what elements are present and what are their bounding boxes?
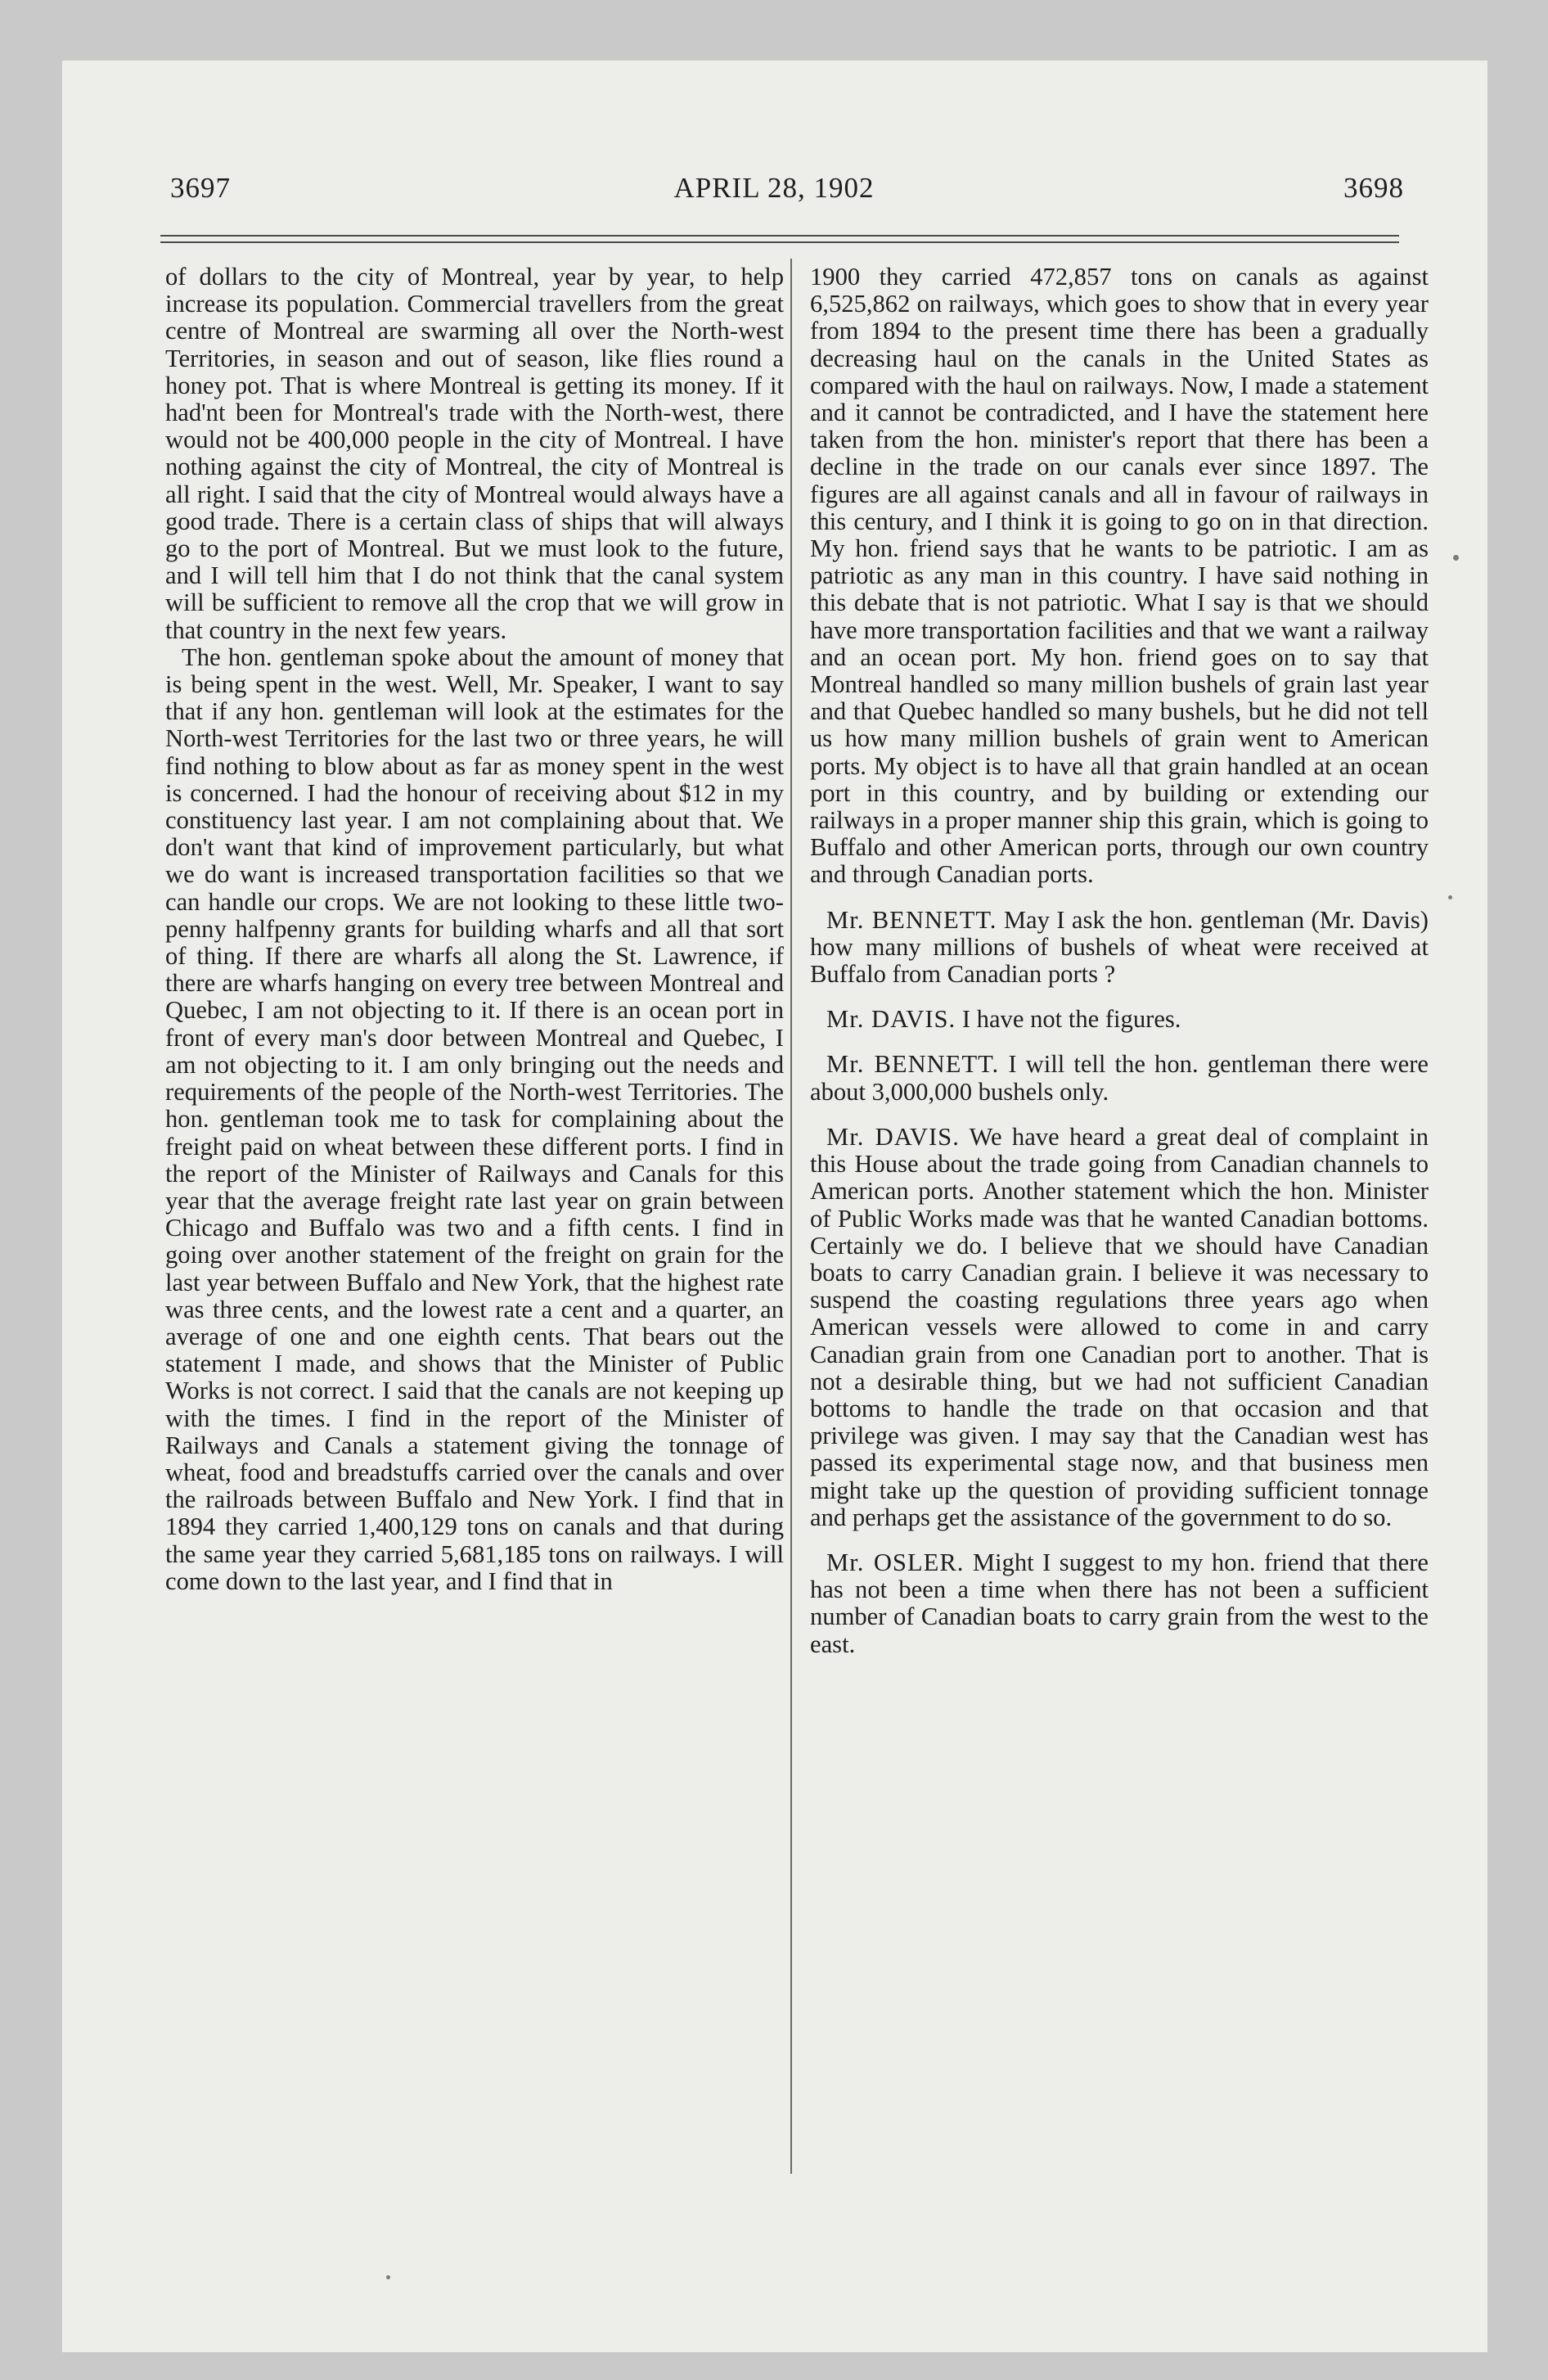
speaker-name: Mr. BENNETT. bbox=[826, 905, 997, 934]
right-page-number: 3698 bbox=[1343, 172, 1404, 204]
right-column bbox=[810, 264, 1429, 1658]
speech bbox=[810, 1124, 1429, 1531]
speech-text: We have heard a great deal of complaint in this House about the trade going from Canadian channels to American ports. Another statement which the hon. Minister of Public Works made was that he wanted Canadian bottoms. Certainly we do. I believe that we should have Canadian boats to carry Canadian grain. I believe it was necessary to suspend the coasting regulations three years ago when American vessels were allowed to come in and carry Canadian grain from one Canadian port to another. That is not a desirable thing, but we had not sufficient Canadian bottoms to handle the trade on that occasion and that privilege was given. I may say that the Canadian west has passed its experimental stage now, and that business men might take up the question of providing sufficient tonnage and perhaps get the assistance of the government to do so. bbox=[810, 1122, 1429, 1531]
header-rule-bottom bbox=[160, 241, 1399, 243]
speaker-name: Mr. DAVIS. bbox=[826, 1122, 960, 1151]
speaker-name: Mr. BENNETT. bbox=[826, 1050, 1000, 1079]
speech bbox=[810, 1051, 1429, 1105]
speech-text: May I ask the hon. gentleman (Mr. Davis) how many millions of bushels of wheat were received at Buffalo from Canadian ports ? bbox=[810, 905, 1429, 989]
ink-speck bbox=[386, 2275, 390, 2279]
ink-speck bbox=[1448, 895, 1452, 899]
speaker-name: Mr. OSLER. bbox=[826, 1548, 965, 1576]
left-page-number: 3697 bbox=[170, 172, 231, 204]
paragraph: of dollars to the city of Montreal, year by year, to help increase its population. Commercial travellers from the great centre of Montreal are swarming all over the North-west Territories, in season and out of season, like flies round a honey pot. That is where Montreal is getting its money. If it had'nt been for Montreal's trade with the North-west, there would not be 400,000 people in the city of Montreal. I have nothing against the city of Montreal, the city of Montreal is all right. I said that the city of Montreal would always have a good trade. There is a certain class of ships that will always go to the port of Montreal. But we must look to the future, and I will tell him that I do not think that the canal system will be sufficient to remove all the crop that we will grow in that country in the next few years. bbox=[165, 263, 784, 644]
page-date: APRIL 28, 1902 bbox=[673, 172, 875, 204]
speech bbox=[810, 907, 1429, 989]
speech-text: I have not the figures. bbox=[961, 1005, 1181, 1034]
speaker-name: Mr. DAVIS. bbox=[826, 1005, 956, 1034]
header-rule-top bbox=[160, 235, 1399, 237]
ink-speck bbox=[1453, 555, 1459, 561]
speech-text: Might I suggest to my hon. friend that there has not been a time when there has not been a sufficient number of Canadian boats to carry grain from the west to the east. bbox=[810, 1548, 1429, 1658]
paragraph: 1900 they carried 472,857 tons on canals as against 6,525,862 on railways, which goes to show that in every year from 1894 to the present time there has been a gradually decreasing haul on the canals in the United States as compared with the haul on railways. Now, I made a statement and it cannot be contradicted, and I have the statement here taken from the hon. minister's report that there has been a decline in the trade on our canals ever since 1897. The figures are all against canals and all in favour of railways in this century, and I think it is going to go on in that direction. My hon. friend says that he wants to be patriotic. I am as patriotic as any man in this country. I have said nothing in this debate that is not patriotic. What I say is that we should have more transportation facilities and that we want a railway and an ocean port. My hon. friend goes on to say that Montreal handled so many million bushels of grain last year and that Quebec handled so many bushels, but he did not tell us how many million bushels of grain went to American ports. My object is to have all that grain handled at an ocean port in this country, and by building or extending our railways in a proper manner ship this grain, which is going to Buffalo and other American ports, through our own country and through Canadian ports. bbox=[810, 263, 1429, 889]
paragraph: The hon. gentleman spoke about the amount of money that is being spent in the west. Well, Mr. Speaker, I want to say that if any hon. gentleman will look at the estimates for the North-west Territories for the last two or three years, he will find nothing to blow about as far as money spent in the west is concerned. I had the honour of receiving about $12 in my constituency last year. I am not complaining about that. We don't want that kind of improvement particularly, but what we do want is increased transportation facilities so that we can handle our crops. We are not looking to these little two-penny halfpenny grants for building wharfs and all that sort of thing. If there are wharfs all along the St. Lawrence, if there are wharfs hanging on every tree between Montreal and Quebec, I am not objecting to it. If there is an ocean port in front of every man's door between Montreal and Quebec, I am not objecting to it. I am only bringing out the needs and requirements of the people of the North-west Territories. The hon. gentleman took me to task for complaining about the freight paid on wheat between these different ports. I find in the report of the Minister of Railways and Canals for this year that the average freight rate last year on grain between Chicago and Buffalo was two and a fifth cents. I find in going over another statement of the freight on grain for the last year between Buffalo and New York, that the highest rate was three cents, and the lowest rate a cent and a quarter, an average of one and one eighth cents. That bears out the statement I made, and shows that the Minister of Public Works is not correct. I said that the canals are not keeping up with the times. I find in the report of the Minister of Railways and Canals a statement giving the tonnage of wheat, food and breadstuffs carried over the canals and over the railroads between Buffalo and New York. I find that in 1894 they carried 1,400,129 tons on canals and that during the same year they carried 5,681,185 tons on railways. I will come down to the last year, and I find that in bbox=[165, 642, 784, 1595]
speech bbox=[810, 1006, 1429, 1033]
column-divider bbox=[790, 259, 792, 2174]
speech bbox=[810, 1549, 1429, 1658]
left-column bbox=[165, 264, 784, 1595]
speech-text: I will tell the hon. gentleman there were about 3,000,000 bushels only. bbox=[810, 1050, 1429, 1106]
